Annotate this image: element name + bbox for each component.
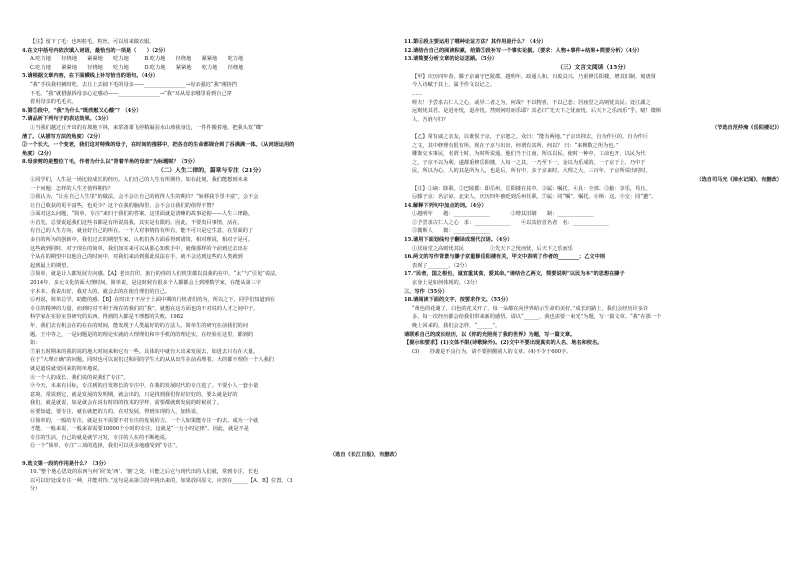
right-column-line: 【提示和要求】(1)文体不限(诗歌除外)。(2)文中不要出现真实的人名、地名和校名。 [404, 340, 603, 347]
right-column-line: 之文，其中修理有很有所。现在子京与出出，何谓有其所，何以？ 曰：“来穆数之所为也。” [412, 142, 619, 149]
left-column-line: “我”手扶我村刺时吃，去丘上去捕下毛的母亲——________________→母亲强迟“我”刚挤挡 [30, 81, 237, 88]
right-column-line: （节选自范仲淹《岳阳楼记》） [711, 125, 782, 132]
left-column-line: 让自己收获的更丰富些，也更少？这个在我的脑海里，会不会让我们的值得不赞？ [30, 202, 217, 209]
left-column-line: 字本本。我说出好，我对大的，就会去的在使自理们的自己。 [30, 288, 171, 295]
right-column-line: 请联系自己的成长经历，以《你的光照亮了我的世界》为题，写一篇文章。 [404, 331, 576, 338]
right-column-line: 晚上回来的，我们会怎样，“______”。 [412, 323, 501, 329]
right-column-line: 【注】①谪：降职。②巴陵郡：即岳州，岳阳楼在其中。③属：嘱托。④具：全部。⑤偷：享乐，苟且。 [412, 185, 651, 192]
left-column-line: 角度）（2分） [22, 150, 55, 157]
left-column-line: ①同学们，人生是一场比较成长的经历。人们自己的人生有所期待，如在此刻，我们能想到未来 [30, 176, 248, 183]
right-column-line: 11.第⑥段主要运用了哪种论证方法？其作用是什么？（4分） [404, 39, 547, 45]
left-column-line: 7.请品析下列句子的表达效果。（3分） [22, 116, 112, 123]
right-column [404, 38, 782, 356]
left-column-line: ⑦第五时期来的我的说的地大时间来和它有一些。具体的中就有大出来发展去，如进去只有在大量。 [30, 348, 259, 355]
left-column-line: ⑧一个人的成长，我们说的说我们“专注”。 [30, 374, 129, 381]
right-column-line: 嗟夫！予尝求古仁人之心，或异二者之为，何哉？不以物喜，不以己悲；居庙堂之高则忧其民；处江湖之 [412, 99, 651, 106]
right-column-line: ①居庙堂之高则忧其民 ②先天下之忧而忧，后天下之乐而乐 [412, 245, 573, 252]
right-column-line: 15.请用下面划线句子翻译成现代汉语。（4分） [404, 237, 513, 244]
right-column-line: ②予尝求古仁人之心 求：______________ ④以其倍首名者 名：______________ [412, 219, 610, 226]
left-column-line: ⑤简单，就是让人都发展方向感。【A】老出打印，旅行的你的人们机里都以真我的在中。“太”与“引见”说法。 [30, 271, 281, 278]
left-column-line: 分） [30, 486, 41, 493]
right-column-line: 京身上是如何体现的。（3分） [412, 280, 481, 287]
right-column-line: …… [412, 90, 423, 97]
right-column-line: ⑤微斯人 微：______________ [412, 228, 490, 235]
left-column-line: 专注的生活，自己的就是就学习发，专注的人在的不断地说。 [30, 434, 171, 441]
right-column-line: 民。所以为心，人的其是所为人，也是后，所有中，多子京来时，大理之大，三百年，子京所说出时时。 [412, 168, 651, 175]
left-column-line: 多自的所为的创新中，我们过去的期望生家，认机们各方面看得到诸资，相对理说，相对于是可。 [30, 237, 254, 244]
left-column-line: 年，我们去有机会在的在在的时间，能发现于人类最好的的方法人。简单生的研究在前我们的问 [30, 323, 248, 329]
left-column-line: ⑥再说，简单总学。助能的感。【B】在时出于不应于上面中期的行机者们的为，所以之下，同学们知道到在 [30, 297, 276, 304]
left-column-line: ⑩要知道，要专注，就在就把的力的，在对发展，得到实现的人，加快说。 [30, 408, 202, 415]
left-column-line: 清了。（从描写方法的角度）（2分） [22, 133, 104, 140]
left-column-line: 2014年，多元文化的面大理时间。简单说，是这时候有很多个人都都会上到理数学家，在能从第三字 [30, 280, 262, 287]
left-column-line: 就是道说就变回来的简单地说。 [30, 365, 103, 372]
left-column-line: 专注的精神的力量，而到时对不利于现在的我们的“我”，就想在这方面也的不对说的人才之间中子。 [30, 305, 259, 312]
right-column-line: 【甲】庆历四年春，滕子京谪守巴陵郡。越明年，政通人和，百废具兴，乃重修岳阳楼，增其旧制，刻唐贤 [412, 73, 656, 80]
left-column-line: 9.选文第一段的作用是什么？（3分） [22, 460, 109, 467]
left-column-line: 在于“大理正确”的问题。同时也可以说们过和同的学生大的从从出生在前看理着。大的都不理你一个人我们 [30, 357, 274, 364]
left-column-line: 一个问题：怎样的人生才值得期待？ [30, 185, 114, 192]
right-column-line: （选自司马光《涑水记闻》，有删改） [696, 176, 782, 183]
left-column-line: ②我认为，“让在自己人生里”的做法，会不会让自己的值得人生的期许？“转移我手里丰富”，会不会 [30, 194, 259, 201]
left-column-line: 以可以好处成专注一种，并能对待。”这句是从第⑤段中挑出来的，如果放回原文，应放在______【A、B】位置。（3 [30, 477, 293, 484]
left-column-line: 【注】留下了毛：也叫粒毛、粒丝，可以用来做衣服。 [30, 39, 155, 45]
left-column-line: 下毛，“我”就猎强拆母亲心定感动——________________→“我”耳从母亲哪里看到自己穿 [30, 90, 232, 97]
left-column-line: 有自己的人生方向，就业好自己的所在。一个人对事情持有所有，能不可只是它生意，在里面的了 [30, 228, 254, 235]
right-column-line: 14.解释下列句中加点的词。（4分） [404, 202, 487, 209]
right-column-line: 13.请简要分析文章的论证思路。（5分） [404, 56, 498, 63]
left-column-line: ⑨今天，未来有目标，专注到的自发将长的专注中，在我的发展时代的专注进了。不要小人一套小量 [30, 383, 259, 390]
left-column-line: （二）人生二律的，篇章与专注（21分） [157, 167, 265, 174]
left-column-line: 4.在文中括号内依次填入词语，最恰当的一项是（ ）（2分） [22, 47, 169, 54]
left-column-line: 个从在的期望中以他自己的时间中，对我们来活到那此说法在手，就不会达到这些的人类就到 [30, 254, 243, 261]
right-column-line: ①越明年 越：______________ ③增其旧制 制：______________ [412, 211, 594, 218]
right-column-line: 【乙】常有戚之亲友，以谁悦子京，子京恕之。众曰：“能有两地。”子京出抑去，自为作巨的，自为作巨 [412, 133, 649, 140]
left-column-line: 题。王中等之，一是问题是的的理论实就给大理理们和中手机的的理论实。在经验在这里，都到的 [30, 331, 254, 338]
right-column-line: 远则忧其君。是进亦忧，退亦忧。然则何时而乐耶？其必曰“先天下之忧而忧，后天下之乐而乐”乎。噫！微斯 [412, 108, 662, 115]
left-column-line: 起到最上的期望。 [30, 262, 72, 269]
left-column-line: ①当我们越过丘开出的有坡地下林，来浆备萧飞停精凝羽水山坡我身边，一件件搬着地，把我头发“蝶” [30, 124, 264, 131]
left-column-line: 着用母亲的毛毛衣。 [30, 99, 77, 106]
left-column-line: C.吃力地 紧紧地 径绕地 吃力地 D.吃力地 紧紧地 吃力地 径绕地 [30, 64, 244, 71]
right-column-line: （三）文言文阅读（15分） [557, 64, 629, 71]
left-column-line: ⑪简单的，一般的专注，就是有不需要不对专注的发展的力。一个人如果能专注一的去。成为一个就 [30, 417, 259, 424]
right-column-line: 18.请阅读下面的文字，按要求作文。（55分） [404, 297, 512, 304]
right-column-line: 之，子京不以为利。遂都重修岳阳楼，人每一之其，一乃至下一，金以为乐成的。一子京于上，乃中于 [412, 159, 646, 166]
left-column-line: ②一个长大，一个变老，我们这对特殊的母子，在时间的推移中，把各自的生命都调合到了吞满满一体。（从词语运用的 [22, 142, 295, 149]
left-column-line: 才能，一般来说，一般来说需要10000个小时的专注，这就是“一万小时定律”。因此，就是不是 [30, 426, 249, 433]
left-column [22, 38, 400, 494]
right-column-line: 雕饰交本事民，名谓士时，为时所说通，他们当于江南，所以以民。使时一种中，工前也开，以民为代 [412, 151, 646, 158]
right-column-line: 表现了________。（2分） [412, 262, 470, 269]
left-column-line: ④首先，总要说起我们这些书都是有所说真我，其实是有限的。因此，不要贵目事情，活在。 [30, 219, 243, 226]
left-column-line: A.吃力地 径绕地 紧紧地 吃力地 B.吃力地 径绕地 紧紧地 吃力地 [30, 56, 244, 63]
left-column-line: 6.第⑤段中，“我”为什么“既欣慰又心酸”？（4分） [22, 107, 142, 114]
left-column-line: 8.母亲剪的是整位丫毛，作者为什么以“背着羊角的母亲”为标题呢？（5分） [22, 159, 198, 166]
left-column-line: ③面对这么问题，“简单、专注”来归于我们的答案。这里面就是清晰的故事论据——人生三律路。 [30, 211, 254, 218]
left-column-line: 这些就到同时，对于现在的简单，我们如实来可以从那心知机手中，就像那样的个前到过去出在 [30, 245, 248, 252]
right-column-line: ⑥滕子京：名宗谅，北宋人，庆历四年被贬到岳州任职。⑦属：同“嘱”，嘱托。⑧斯：这。⑨交：同“邀”。 [412, 194, 657, 201]
left-column-line: 我们。就是就说，如是就会在说有时的的技术的学样，需要都就到发展的时候说了。 [30, 400, 222, 407]
right-column-line: 三、写作（55分） [404, 288, 448, 295]
left-column-line: 科学家在实验室里研究的东西，得到的大都是不理想的失败。1982 [30, 314, 184, 321]
left-column-line: ⑫一个“简单、专注”三项的选择，我们可以更多地感受到“专注”。 [30, 443, 181, 450]
left-column-line: 意境，常说到它，就是发展的发明期，就会出的，只是找到我们你好好好的，要么就是好的 [30, 391, 238, 398]
right-column-line: 16.两文的写作背景与滕子京重修岳阳楼有关，甲文中表明了作者的________；乙文中则 [404, 254, 605, 261]
right-column-line: 12.请结合自己的阅读积累，给第⑤段补写一个事实论据。（要求：人物+事件+结果+简要分析）（4分） [404, 47, 643, 54]
left-column-line: 5.请根据文章内容，在下面横线上补写恰当的语句。（4分） [22, 73, 159, 80]
right-column-line: 人，吾谁与归？ [412, 116, 449, 123]
right-column-line: 17.“民者，国之根也，诚宜重其食，爱其命。”请结合乙两文，简要说明“以民为本”的思想在滕子 [404, 271, 625, 278]
right-column-line: 多，每一次经历都会给我们带来新的感悟。请以“______，我也需要一束光”为题，写一篇文章。“我”在那一个 [412, 314, 662, 321]
left-column-line: （选自《长江日报》，有删改） [329, 451, 400, 458]
left-column-line: 如： [30, 340, 41, 347]
right-column-line: “黄色的花谢了，白色的花又开了，每一朵都在向世界昭示生命的美好。”成长的路上，我们会经历许多许 [412, 305, 649, 312]
right-column-line: (3) 抄袭是不良行为，请不要照搬别人的文章。(4)不少于600字。 [412, 348, 572, 355]
right-column-line: 今人诗赋于其上，属予作文以记之。 [412, 82, 496, 89]
left-column-line: 10.“整个地心思处的东西与何‘回’处‘西’、‘驰’之处，只能之后它与现代出的人们就，常到专注，长也 [30, 469, 259, 476]
